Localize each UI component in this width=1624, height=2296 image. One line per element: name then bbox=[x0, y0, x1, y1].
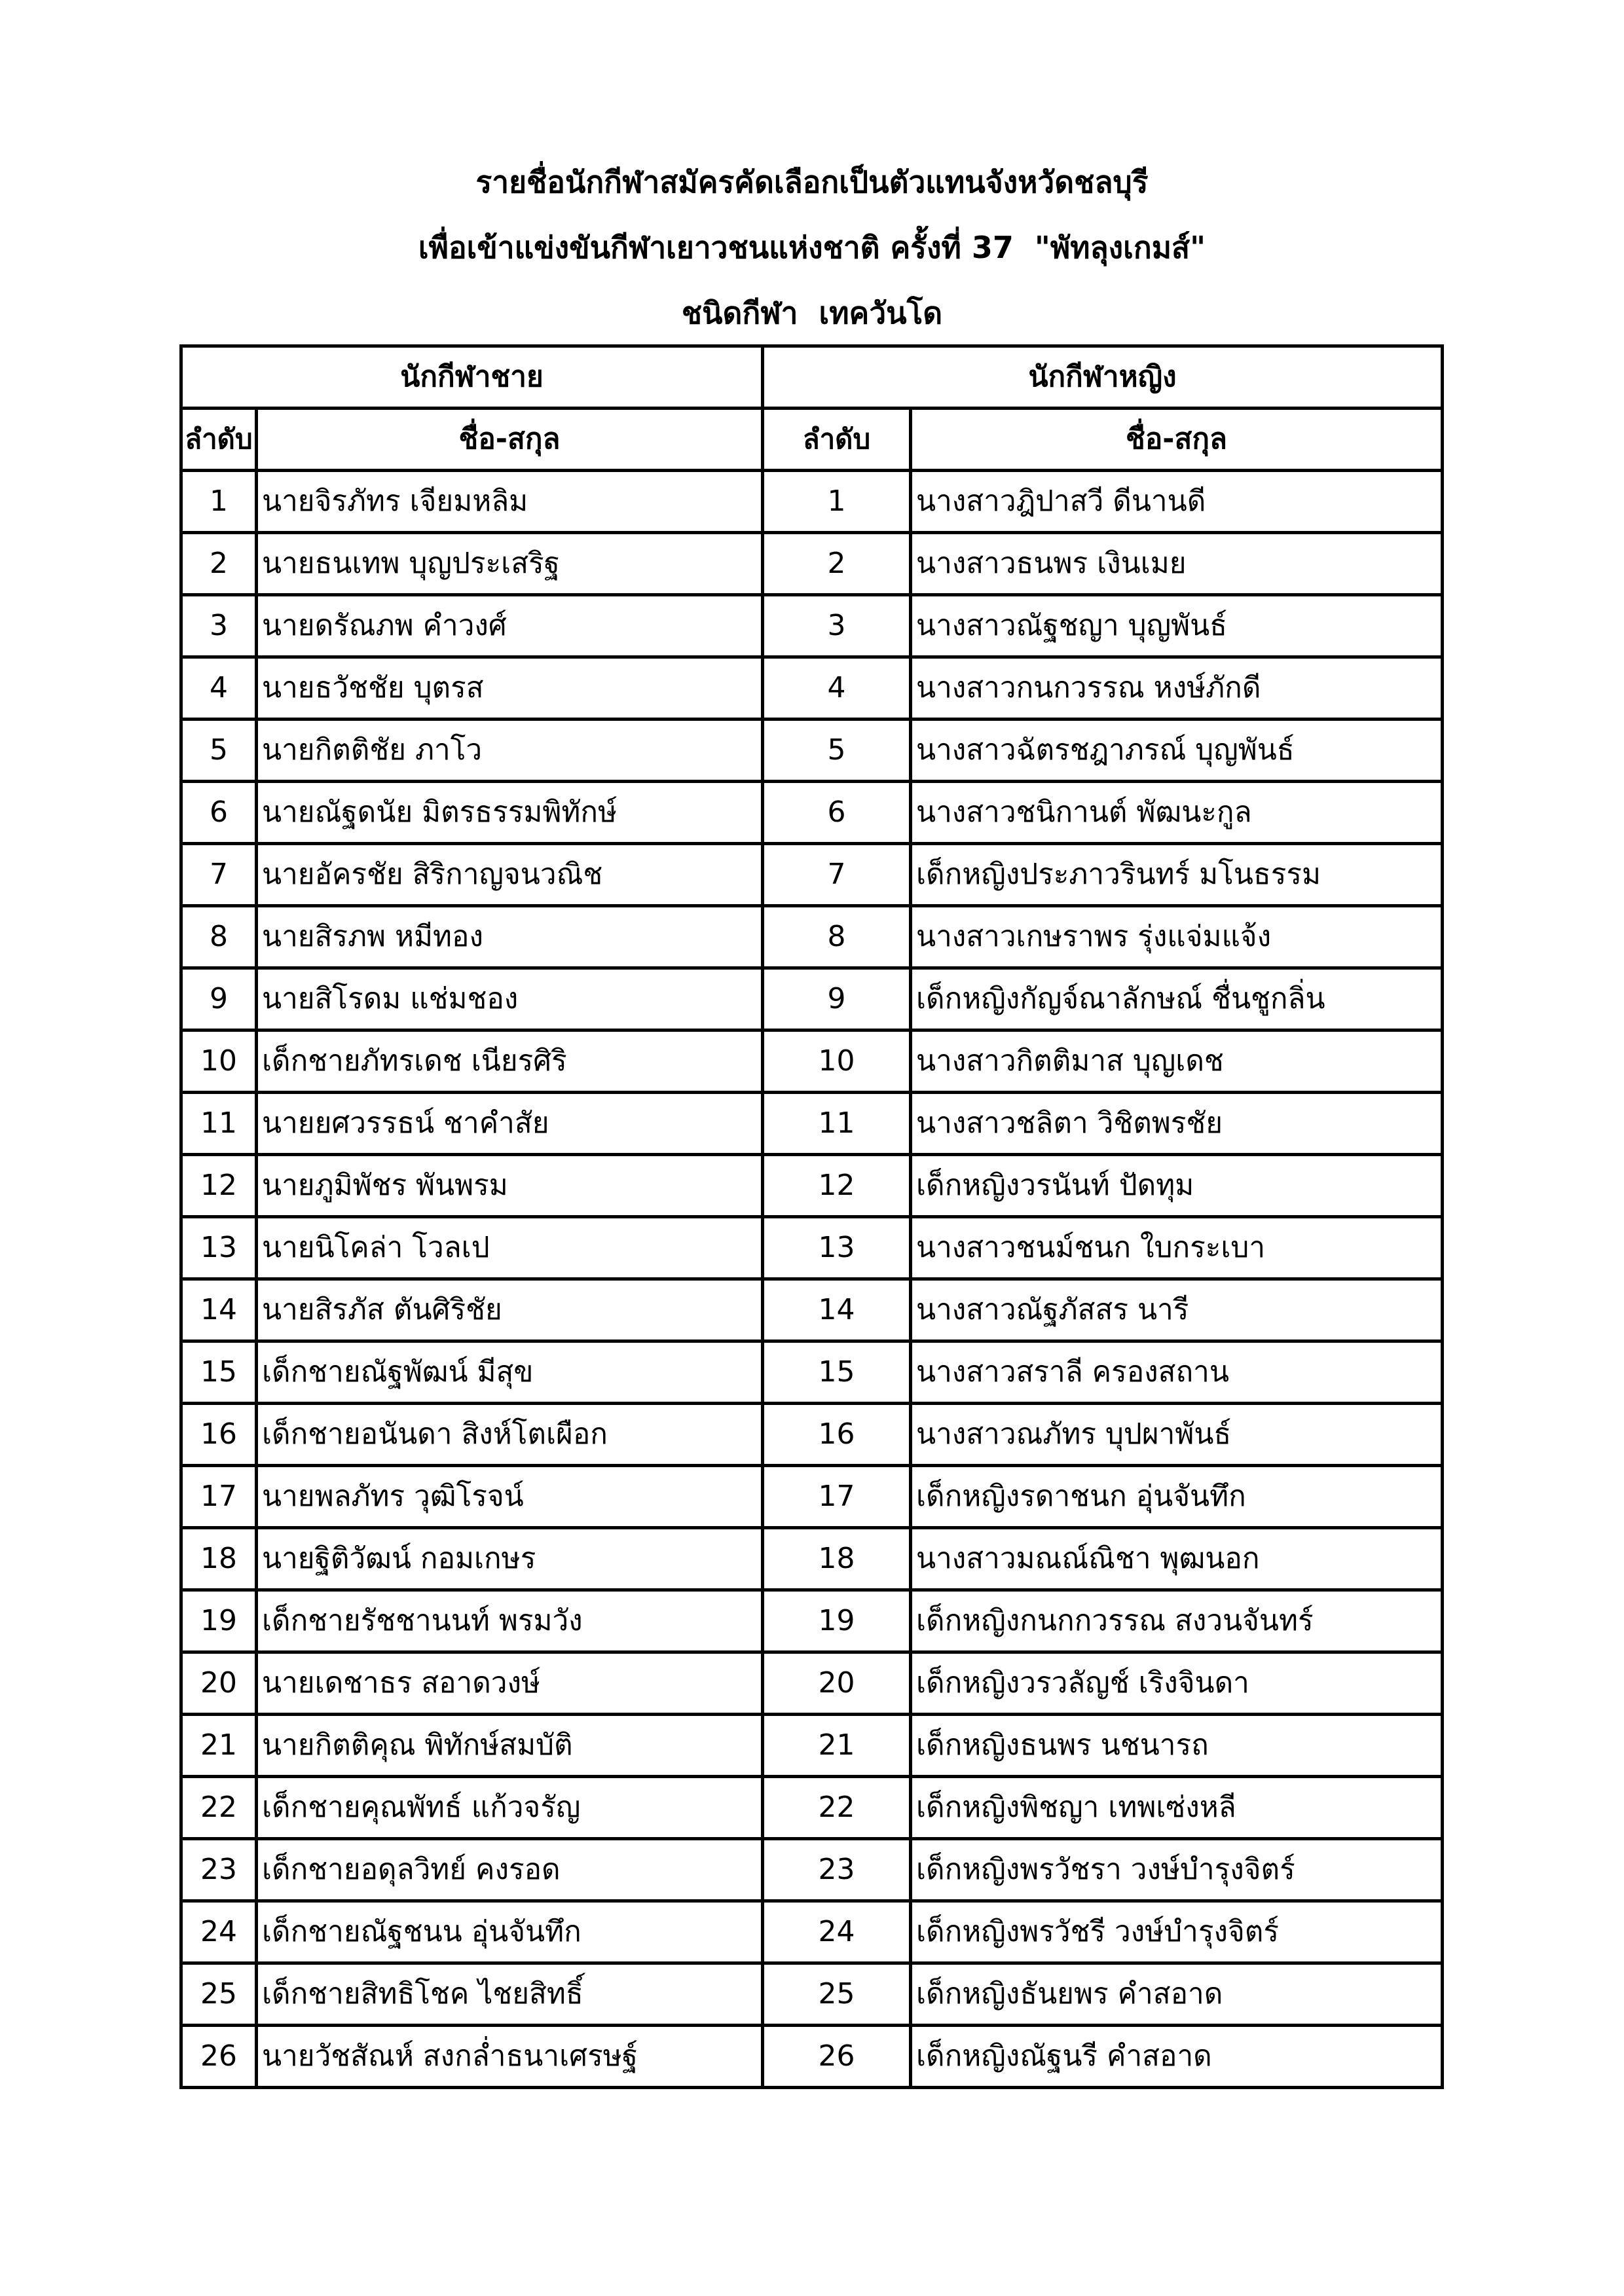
male-athletes-header: นักกีฬาชาย bbox=[181, 346, 763, 409]
table-row bbox=[181, 782, 1443, 844]
female-name-cell: เด็กหญิงรดาชนก อุ่นจันทึก bbox=[911, 1466, 1443, 1528]
female-order-cell: 8 bbox=[763, 906, 911, 968]
male-order-cell: 6 bbox=[181, 782, 257, 844]
male-name-cell: นายเดชาธร สอาดวงษ์ bbox=[257, 1652, 763, 1715]
female-order-cell: 20 bbox=[763, 1652, 911, 1715]
male-order-cell: 20 bbox=[181, 1652, 257, 1715]
athlete-roster-table bbox=[179, 344, 1444, 2089]
male-name-cell: นายนิโคล่า โวลเป bbox=[257, 1217, 763, 1279]
male-order-cell: 26 bbox=[181, 2026, 257, 2088]
table-row bbox=[181, 1217, 1443, 1279]
female-order-cell: 16 bbox=[763, 1404, 911, 1466]
female-name-cell: นางสาวชนิกานต์ พัฒนะกูล bbox=[911, 782, 1443, 844]
male-name-cell: เด็กชายณัฐชนน อุ่นจันทึก bbox=[257, 1901, 763, 1963]
male-name-cell: เด็กชายณัฐพัฒน์ มีสุข bbox=[257, 1341, 763, 1404]
female-name-cell: นางสาวเกษราพร รุ่งแจ่มแจ้ง bbox=[911, 906, 1443, 968]
male-order-cell: 4 bbox=[181, 657, 257, 720]
male-name-cell: นายณัฐดนัย มิตรธรรมพิทักษ์ bbox=[257, 782, 763, 844]
female-name-cell: นางสาวกนกวรรณ หงษ์ภักดี bbox=[911, 657, 1443, 720]
male-name-cell: นายกิตติคุณ พิทักษ์สมบัติ bbox=[257, 1715, 763, 1777]
column-header-row bbox=[181, 409, 1443, 471]
female-name-column-header: ชื่อ-สกุล bbox=[911, 409, 1443, 471]
roster-body bbox=[181, 471, 1443, 2088]
male-order-cell: 25 bbox=[181, 1963, 257, 2026]
female-athletes-header: นักกีฬาหญิง bbox=[763, 346, 1443, 409]
male-order-cell: 10 bbox=[181, 1030, 257, 1093]
table-row bbox=[181, 1715, 1443, 1777]
male-order-cell: 13 bbox=[181, 1217, 257, 1279]
male-order-cell: 8 bbox=[181, 906, 257, 968]
table-row bbox=[181, 1528, 1443, 1590]
female-name-cell: นางสาวชนม์ชนก ใบกระเบา bbox=[911, 1217, 1443, 1279]
male-name-cell: นายธวัชชัย บุตรส bbox=[257, 657, 763, 720]
female-order-cell: 2 bbox=[763, 533, 911, 595]
male-order-cell: 15 bbox=[181, 1341, 257, 1404]
male-name-cell: เด็กชายอดุลวิทย์ คงรอด bbox=[257, 1839, 763, 1901]
table-row bbox=[181, 1279, 1443, 1341]
table-row bbox=[181, 1777, 1443, 1839]
male-name-cell: นายภูมิพัชร พันพรม bbox=[257, 1155, 763, 1217]
male-name-cell: นายวัชสัณห์ สงกล่ำธนาเศรษฐ์ bbox=[257, 2026, 763, 2088]
male-name-cell: นายสิรภพ หมีทอง bbox=[257, 906, 763, 968]
male-order-cell: 2 bbox=[181, 533, 257, 595]
female-order-cell: 11 bbox=[763, 1093, 911, 1155]
female-order-cell: 19 bbox=[763, 1590, 911, 1652]
female-order-cell: 10 bbox=[763, 1030, 911, 1093]
female-order-cell: 15 bbox=[763, 1341, 911, 1404]
document-title: รายชื่อนักกีฬาสมัครคัดเลือกเป็นตัวแทนจังหวัดชลบุรี bbox=[475, 164, 1149, 200]
female-name-cell: เด็กหญิงณัฐนรี คำสอาด bbox=[911, 2026, 1443, 2088]
male-name-cell: นายยศวรรธน์ ชาคำสัย bbox=[257, 1093, 763, 1155]
female-name-cell: นางสาวณภัทร บุปผาพันธ์ bbox=[911, 1404, 1443, 1466]
female-order-cell: 3 bbox=[763, 595, 911, 657]
male-name-cell: นายธนเทพ บุญประเสริฐ bbox=[257, 533, 763, 595]
male-order-cell: 17 bbox=[181, 1466, 257, 1528]
male-name-cell: เด็กชายสิทธิโชค ไชยสิทธิ์ bbox=[257, 1963, 763, 2026]
female-name-cell: นางสาวธนพร เงินเมย bbox=[911, 533, 1443, 595]
male-order-column-header: ลำดับ bbox=[181, 409, 257, 471]
male-order-cell: 22 bbox=[181, 1777, 257, 1839]
female-order-cell: 14 bbox=[763, 1279, 911, 1341]
female-name-cell: นางสาวฉัตรชฎาภรณ์ บุญพันธ์ bbox=[911, 720, 1443, 782]
male-name-cell: เด็กชายอนันดา สิงห์โตเผือก bbox=[257, 1404, 763, 1466]
female-order-cell: 12 bbox=[763, 1155, 911, 1217]
male-name-cell: นายกิตติชัย ภาโว bbox=[257, 720, 763, 782]
table-row bbox=[181, 1901, 1443, 1963]
table-row bbox=[181, 1839, 1443, 1901]
female-order-cell: 23 bbox=[763, 1839, 911, 1901]
male-order-cell: 11 bbox=[181, 1093, 257, 1155]
document-subtitle: เพื่อเข้าแข่งขันกีฬาเยาวชนแห่งชาติ ครั้งที่ 37 "พัทลุงเกมส์" bbox=[418, 230, 1206, 265]
male-order-cell: 16 bbox=[181, 1404, 257, 1466]
male-order-cell: 23 bbox=[181, 1839, 257, 1901]
female-name-cell: นางสาวณัฐชญา บุญพันธ์ bbox=[911, 595, 1443, 657]
female-name-cell: นางสาวฎิปาสวี ดีนานดี bbox=[911, 471, 1443, 533]
male-name-cell: เด็กชายคุณพัทธ์ แก้วจรัญ bbox=[257, 1777, 763, 1839]
female-order-cell: 18 bbox=[763, 1528, 911, 1590]
table-row bbox=[181, 1341, 1443, 1404]
female-name-cell: นางสาวกิตติมาส บุญเดช bbox=[911, 1030, 1443, 1093]
male-name-cell: นายอัครชัย สิริกาญจนวณิช bbox=[257, 844, 763, 906]
female-name-cell: เด็กหญิงพรวัชรี วงษ์บำรุงจิตร์ bbox=[911, 1901, 1443, 1963]
female-name-cell: เด็กหญิงพิชญา เทพเซ่งหลี bbox=[911, 1777, 1443, 1839]
female-order-cell: 25 bbox=[763, 1963, 911, 2026]
female-order-cell: 21 bbox=[763, 1715, 911, 1777]
female-order-cell: 17 bbox=[763, 1466, 911, 1528]
male-order-cell: 3 bbox=[181, 595, 257, 657]
female-order-cell: 9 bbox=[763, 968, 911, 1030]
male-name-column-header: ชื่อ-สกุล bbox=[257, 409, 763, 471]
male-name-cell: นายพลภัทร วุฒิโรจน์ bbox=[257, 1466, 763, 1528]
male-name-cell: นายสิโรดม แช่มชอง bbox=[257, 968, 763, 1030]
table-row bbox=[181, 595, 1443, 657]
male-order-cell: 14 bbox=[181, 1279, 257, 1341]
female-name-cell: เด็กหญิงพรวัชรา วงษ์บำรุงจิตร์ bbox=[911, 1839, 1443, 1901]
table-row bbox=[181, 1466, 1443, 1528]
male-order-cell: 21 bbox=[181, 1715, 257, 1777]
table-row bbox=[181, 2026, 1443, 2088]
female-name-cell: เด็กหญิงวรนันท์ ปัดทุม bbox=[911, 1155, 1443, 1217]
female-name-cell: เด็กหญิงกนกกวรรณ สงวนจันทร์ bbox=[911, 1590, 1443, 1652]
table-row bbox=[181, 844, 1443, 906]
male-order-cell: 18 bbox=[181, 1528, 257, 1590]
female-order-cell: 22 bbox=[763, 1777, 911, 1839]
male-name-cell: เด็กชายภัทรเดช เนียรศิริ bbox=[257, 1030, 763, 1093]
female-name-cell: นางสาวชลิตา วิชิตพรชัย bbox=[911, 1093, 1443, 1155]
female-order-cell: 26 bbox=[763, 2026, 911, 2088]
female-name-cell: นางสาวณัฐภัสสร นารี bbox=[911, 1279, 1443, 1341]
female-order-cell: 6 bbox=[763, 782, 911, 844]
female-order-column-header: ลำดับ bbox=[763, 409, 911, 471]
female-order-cell: 7 bbox=[763, 844, 911, 906]
male-order-cell: 24 bbox=[181, 1901, 257, 1963]
male-name-cell: นายสิรภัส ตันศิริชัย bbox=[257, 1279, 763, 1341]
table-row bbox=[181, 471, 1443, 533]
female-name-cell: เด็กหญิงวรวลัญช์ เริงจินดา bbox=[911, 1652, 1443, 1715]
male-name-cell: นายจิรภัทร เจียมหลิม bbox=[257, 471, 763, 533]
table-row bbox=[181, 720, 1443, 782]
male-order-cell: 9 bbox=[181, 968, 257, 1030]
group-header-row bbox=[181, 346, 1443, 409]
table-row bbox=[181, 1652, 1443, 1715]
table-row bbox=[181, 1030, 1443, 1093]
male-order-cell: 5 bbox=[181, 720, 257, 782]
female-order-cell: 1 bbox=[763, 471, 911, 533]
table-row bbox=[181, 533, 1443, 595]
table-row bbox=[181, 1404, 1443, 1466]
male-name-cell: เด็กชายรัชชานนท์ พรมวัง bbox=[257, 1590, 763, 1652]
female-order-cell: 4 bbox=[763, 657, 911, 720]
table-row bbox=[181, 906, 1443, 968]
male-name-cell: นายฐิติวัฒน์ กอมเกษร bbox=[257, 1528, 763, 1590]
female-name-cell: นางสาวมณณ์ณิชา พุฒนอก bbox=[911, 1528, 1443, 1590]
sport-type-heading: ชนิดกีฬา เทควันโด bbox=[681, 295, 943, 331]
female-name-cell: นางสาวสราลี ครองสถาน bbox=[911, 1341, 1443, 1404]
male-name-cell: นายดรัณภพ คำวงศ์ bbox=[257, 595, 763, 657]
female-order-cell: 24 bbox=[763, 1901, 911, 1963]
female-order-cell: 13 bbox=[763, 1217, 911, 1279]
female-name-cell: เด็กหญิงธันยพร คำสอาด bbox=[911, 1963, 1443, 2026]
male-order-cell: 7 bbox=[181, 844, 257, 906]
male-order-cell: 1 bbox=[181, 471, 257, 533]
female-order-cell: 5 bbox=[763, 720, 911, 782]
table-row bbox=[181, 1590, 1443, 1652]
table-row bbox=[181, 1155, 1443, 1217]
table-row bbox=[181, 1093, 1443, 1155]
table-row bbox=[181, 1963, 1443, 2026]
male-order-cell: 19 bbox=[181, 1590, 257, 1652]
table-row bbox=[181, 657, 1443, 720]
table-row bbox=[181, 968, 1443, 1030]
female-name-cell: เด็กหญิงประภาวรินทร์ มโนธรรม bbox=[911, 844, 1443, 906]
female-name-cell: เด็กหญิงกัญจ์ณาลักษณ์ ชื่นชูกลิ่น bbox=[911, 968, 1443, 1030]
female-name-cell: เด็กหญิงธนพร นชนารถ bbox=[911, 1715, 1443, 1777]
male-order-cell: 12 bbox=[181, 1155, 257, 1217]
